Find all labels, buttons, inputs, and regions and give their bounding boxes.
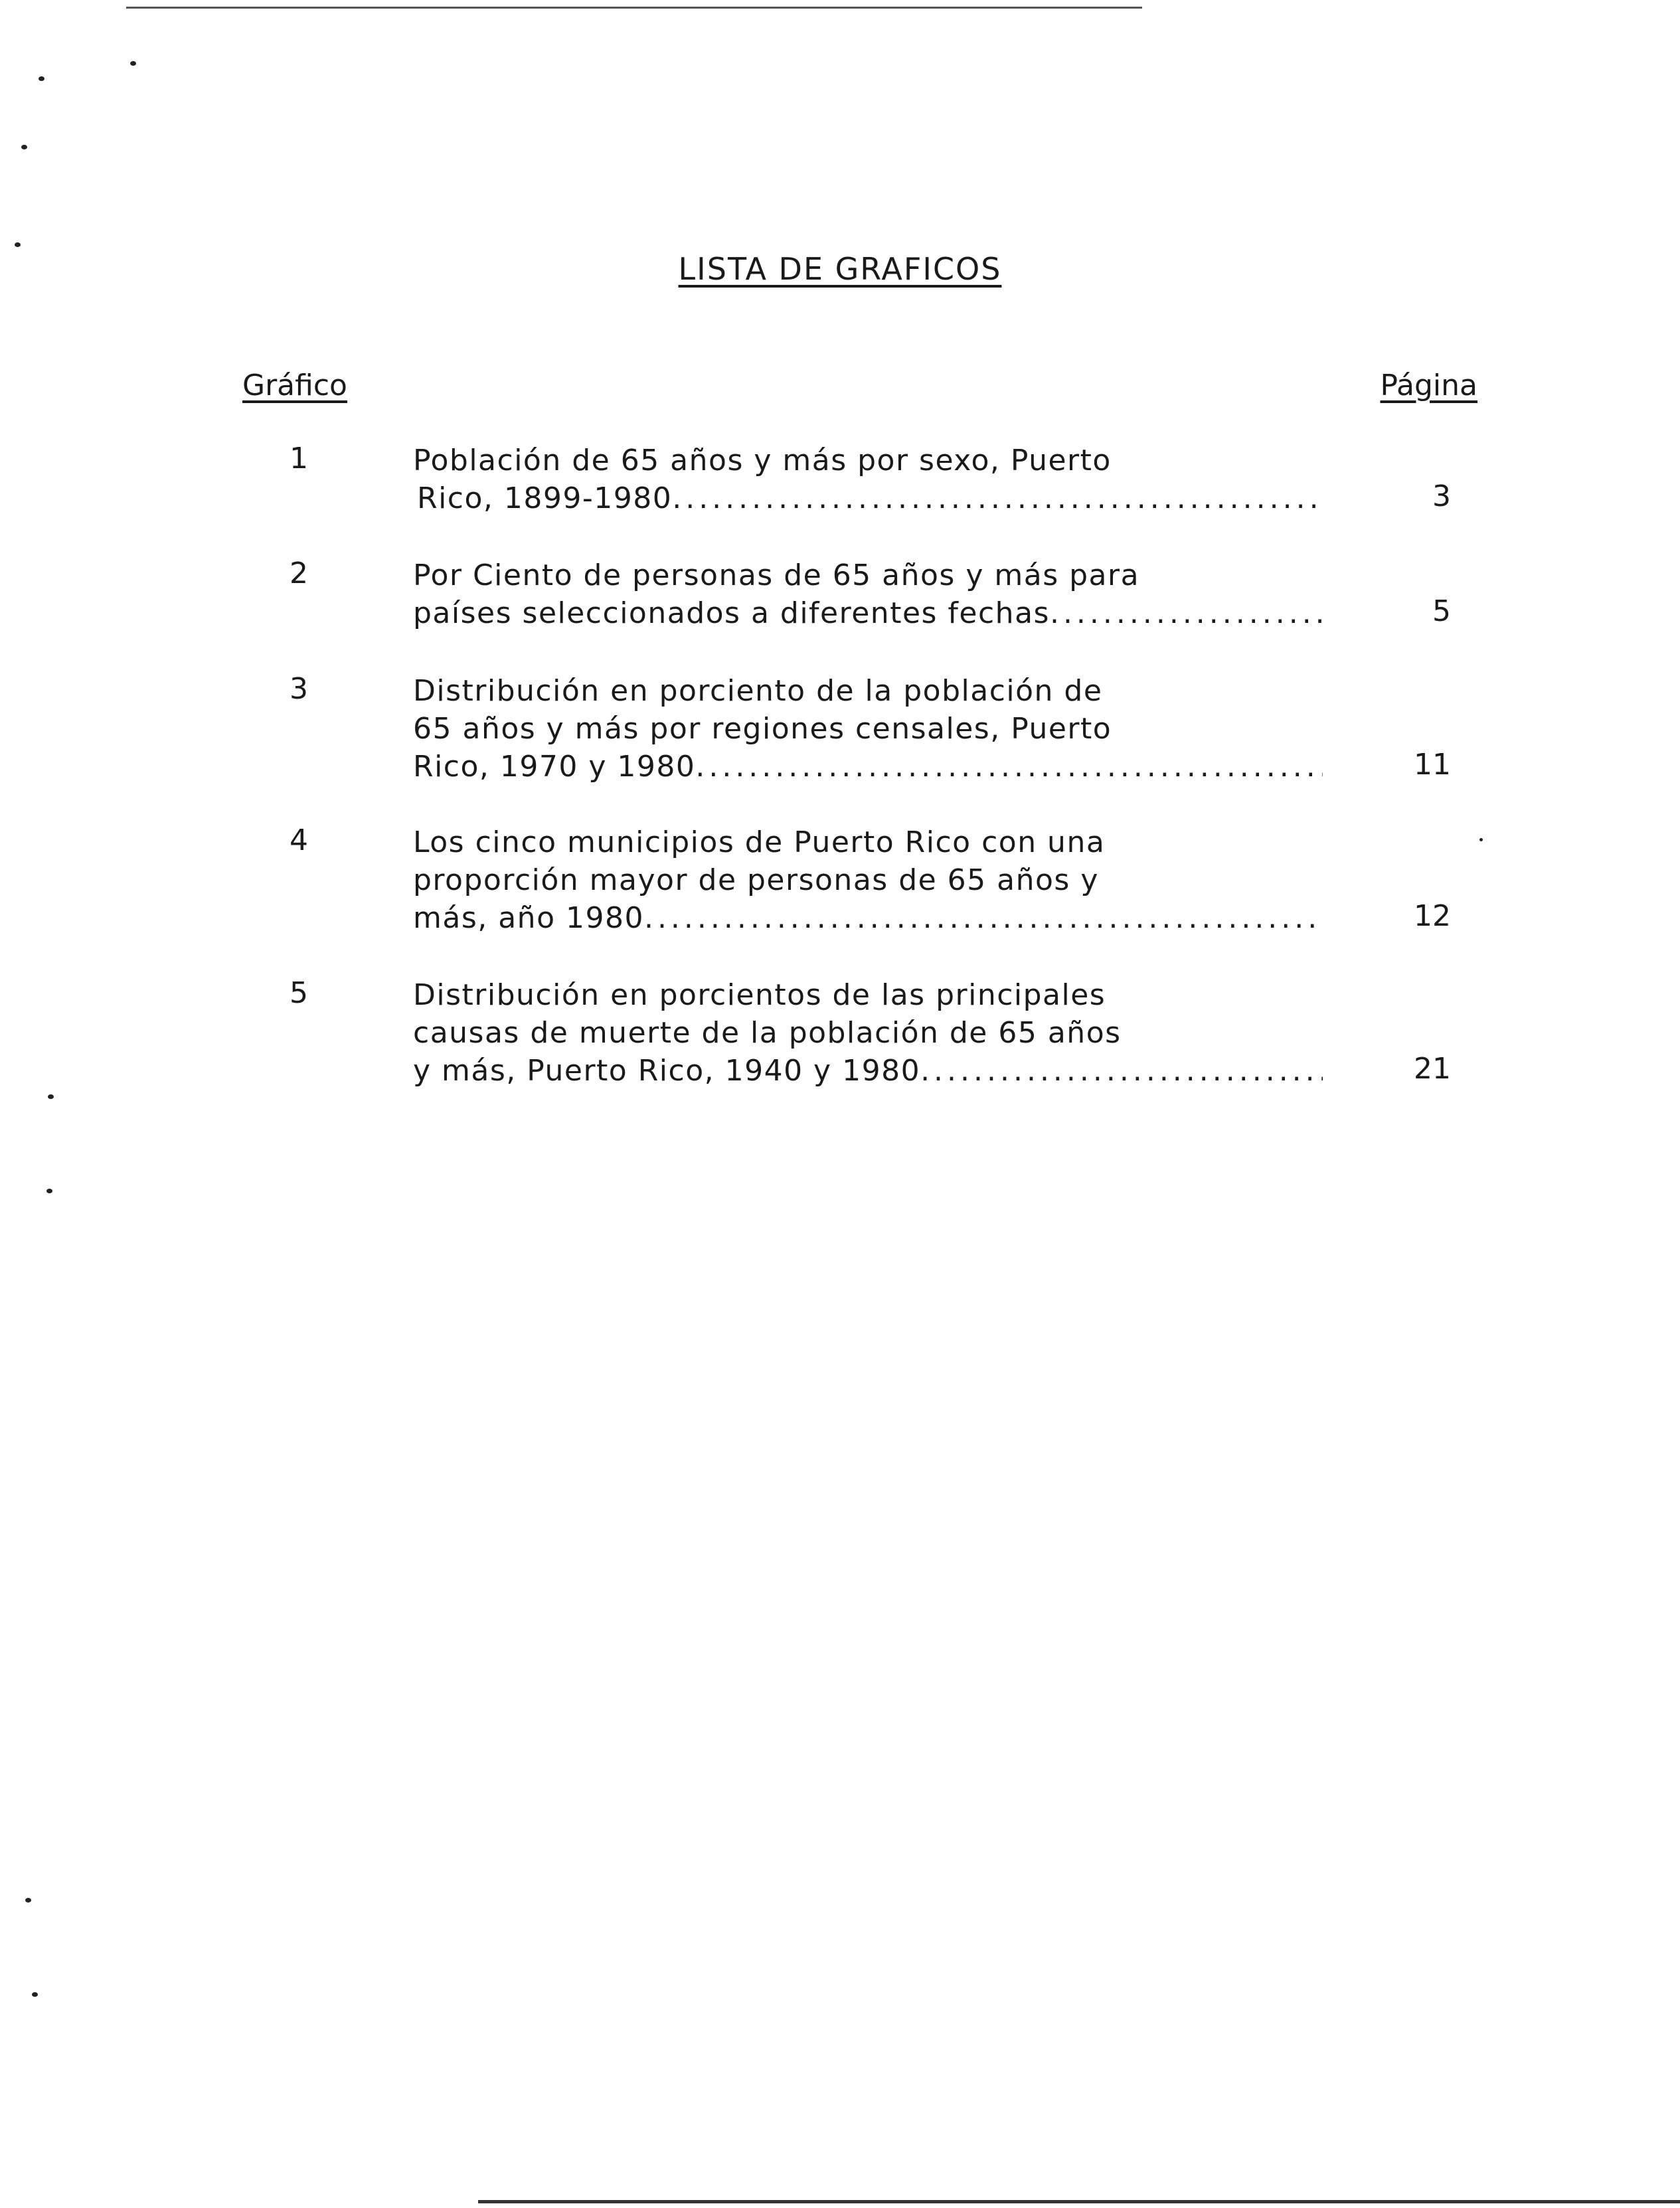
entry-caption [413, 823, 1323, 937]
entry-caption-line: Distribución en porcientos de las principales [413, 978, 1106, 1012]
scan-speck [32, 1992, 38, 1997]
entry-caption-line: Rico, 1899-1980 [417, 481, 673, 515]
scan-border-bottom [478, 2200, 1680, 2203]
entry-number: 1 [290, 442, 308, 475]
entry-number: 3 [290, 672, 308, 706]
entry-caption-line: países seleccionados a diferentes fechas [413, 596, 1050, 630]
entry-caption [413, 556, 1323, 632]
entry-page-number: 21 [1414, 1052, 1451, 1086]
entry-caption-line: Distribución en porciento de la población de [413, 674, 1103, 708]
scan-speck [1479, 838, 1483, 841]
entry-caption [413, 442, 1323, 517]
entry-caption [413, 976, 1323, 1090]
scan-speck [46, 1189, 52, 1193]
scan-speck [130, 61, 136, 66]
dot-leader [672, 479, 1323, 517]
dot-leader [695, 748, 1323, 786]
scan-speck [39, 76, 44, 81]
dot-leader [920, 1052, 1323, 1090]
entry-number: 2 [290, 556, 308, 590]
entry-caption-line: Rico, 1970 y 1980 [413, 750, 696, 784]
scan-border-top [126, 7, 1142, 9]
dot-leader [1050, 594, 1323, 632]
dot-leader [644, 899, 1323, 937]
entry-caption-line: y más, Puerto Rico, 1940 y 1980 [413, 1054, 921, 1088]
entry-page-number: 5 [1432, 594, 1451, 628]
entry-caption-line: Los cinco municipios de Puerto Rico con una [413, 825, 1106, 859]
page-title: LISTA DE GRAFICOS [678, 251, 1002, 287]
entry-caption-line: Por Ciento de personas de 65 años y más para [413, 558, 1140, 592]
entry-number: 5 [290, 976, 308, 1010]
entry-number: 4 [290, 823, 308, 857]
scan-speck [25, 1898, 31, 1903]
entry-page-number: 11 [1414, 748, 1451, 782]
entry-caption-line: Población de 65 años y más por sexo, Puerto [413, 444, 1112, 477]
entry-caption-line: causas de muerte de la población de 65 años [413, 1016, 1122, 1050]
entry-caption-line: proporción mayor de personas de 65 años y [413, 863, 1099, 897]
column-header-grafico: Gráfico [242, 369, 347, 402]
scan-speck [48, 1094, 54, 1099]
entry-caption-line: más, año 1980 [413, 901, 644, 935]
entry-caption [413, 672, 1323, 786]
entry-page-number: 3 [1432, 479, 1451, 513]
scan-speck [15, 242, 21, 247]
entry-caption-line: 65 años y más por regiones censales, Puerto [413, 712, 1112, 746]
entry-page-number: 12 [1414, 899, 1451, 933]
scan-speck [21, 145, 27, 149]
column-header-pagina: Página [1380, 369, 1477, 402]
